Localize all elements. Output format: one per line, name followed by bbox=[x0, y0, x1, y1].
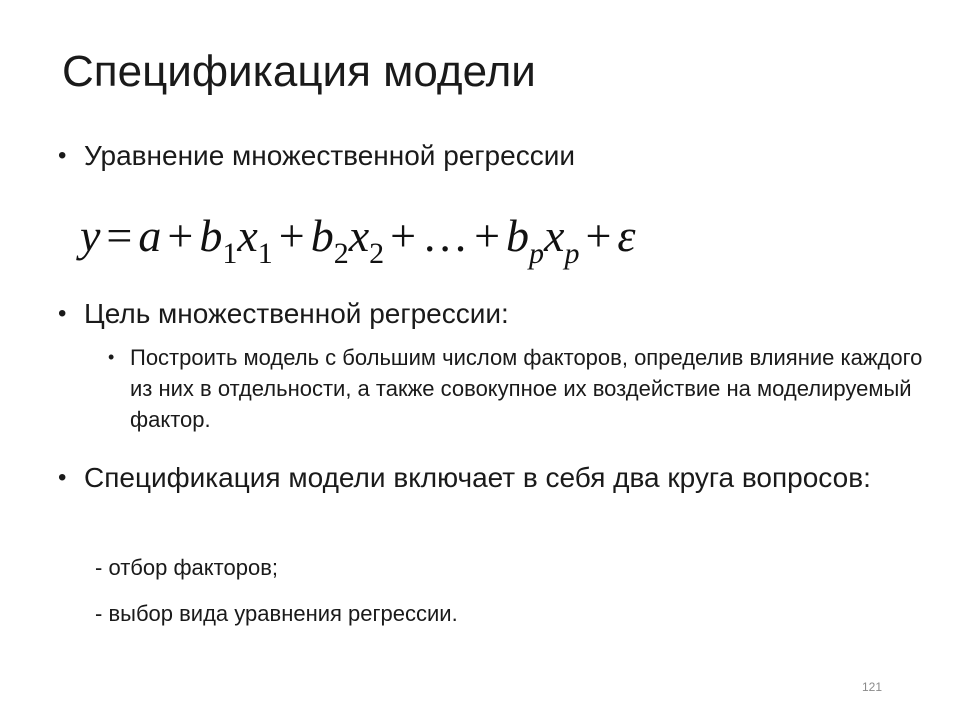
formula-x: x bbox=[237, 210, 258, 261]
formula-b: b bbox=[199, 210, 223, 261]
formula-x: x bbox=[348, 210, 370, 261]
bullet-icon: • bbox=[108, 347, 115, 367]
regression-formula bbox=[80, 203, 636, 269]
formula-equals: = bbox=[106, 210, 133, 261]
formula-ellipsis: … bbox=[422, 210, 469, 261]
formula-plus: + bbox=[390, 210, 417, 261]
formula-plus: + bbox=[167, 210, 194, 261]
bullet-item bbox=[58, 460, 918, 495]
formula-sub: p bbox=[529, 237, 545, 270]
bullet-icon: • bbox=[58, 300, 67, 327]
formula-plus: + bbox=[585, 210, 612, 261]
formula-plus: + bbox=[474, 210, 501, 261]
bullet-text: Уравнение множественной регрессии bbox=[84, 140, 575, 171]
bullet-item bbox=[58, 138, 918, 173]
formula-epsilon: ε bbox=[617, 210, 636, 261]
formula-a: a bbox=[138, 210, 162, 261]
slide-title: Спецификация модели bbox=[62, 47, 536, 96]
bullet-text: Построить модель с большим числом факторов, определив влияние каждого из них в отдельности, а также совокупное их воздействие на моделируемый фактор. bbox=[130, 345, 923, 432]
formula-b: b bbox=[506, 210, 530, 261]
bullet-icon: • bbox=[58, 464, 67, 491]
bullet-text: Цель множественной регрессии: bbox=[84, 298, 509, 329]
sub-bullet-item bbox=[108, 342, 938, 435]
formula-sub: 1 bbox=[257, 237, 273, 270]
formula-sub: 2 bbox=[369, 237, 385, 270]
formula-sub: 2 bbox=[333, 237, 349, 270]
bullet-item bbox=[58, 296, 918, 331]
formula-y: y bbox=[80, 210, 101, 261]
formula-sub: 1 bbox=[222, 237, 238, 270]
formula-sub: p bbox=[564, 237, 580, 270]
formula-b: b bbox=[310, 210, 334, 261]
bullet-icon: • bbox=[58, 142, 67, 169]
bullet-text: Спецификация модели включает в себя два круга вопросов: bbox=[84, 462, 871, 493]
page-number: 121 bbox=[861, 680, 883, 694]
formula-x: x bbox=[544, 210, 565, 261]
dash-item: - выбор вида уравнения регрессии. bbox=[95, 601, 458, 626]
formula-plus: + bbox=[278, 210, 305, 261]
dash-item: - отбор факторов; bbox=[95, 555, 278, 580]
